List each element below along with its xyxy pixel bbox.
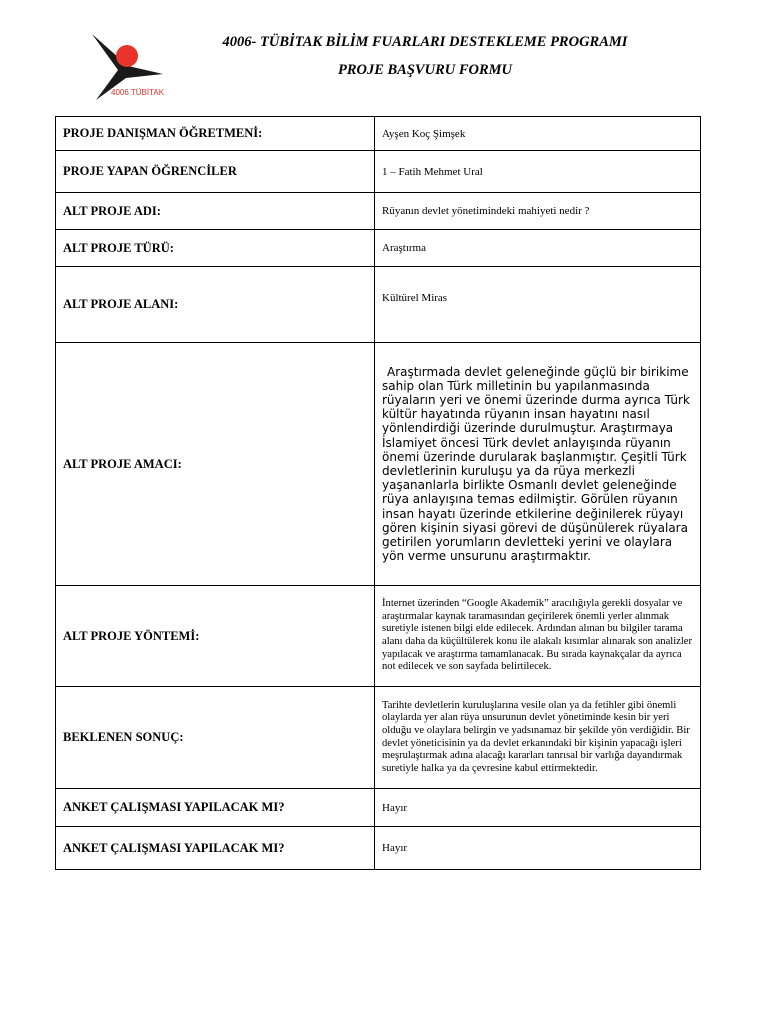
subproject-method-value: İnternet üzerinden “Google Akademik” aracılığıyla gerekli dosyalar ve araştırmalar kaynak taramasından geçirilerek önemli yerler alınmak suretiyle istenen bilgi elde edilecek. Ardından alınan bu bilgiler tarama alanı daha da küçültülerek konu ile alakalı kısımlar alınarak son analizler yapılacak ve araştırma tamamlanacak. Bu sırada kaynakçalar da ayrıca not edilecek ve son sayfada belirtilecek. (375, 586, 701, 687)
survey-value-repeat: Hayır (375, 827, 701, 870)
form-title: PROJE BAŞVURU FORMU (337, 62, 513, 78)
students-label: PROJE YAPAN ÖĞRENCİLER (56, 151, 375, 193)
table-row (56, 193, 701, 230)
table-row (56, 789, 701, 827)
subproject-name-label: ALT PROJE ADI: (56, 193, 375, 230)
application-form-table (55, 116, 701, 870)
advisor-teacher-label: PROJE DANIŞMAN ÖĞRETMENİ: (56, 117, 375, 151)
survey-value: Hayır (375, 789, 701, 827)
table-row (56, 827, 701, 870)
program-title: 4006- TÜBİTAK BİLİM FUARLARI DESTEKLEME PROGRAMI (222, 34, 628, 50)
expected-result-value: Tarihte devletlerin kuruluşlarına vesile olan ya da fetihler gibi önemli olaylarda yer alan rüya unsurunun devlet yönetiminde kesin bir yeri olduğu ve olaylara belirgin ve yadsınamaz bir şekilde yön verdiğidir. Bir devlet yöneticisinin ya da devlet erkanındaki bir kişinin yapacağı işleri meşrulaştırmak adına alacağı kararları tanrısal bir varlığa dayandırmak suretiyle halka ya da çevresine kabul ettirmektedir. (375, 687, 701, 789)
logo-text: 4006 TÜBİTAK (111, 88, 165, 97)
survey-label-repeat: ANKET ÇALIŞMASI YAPILACAK MI? (56, 827, 375, 870)
table-row (56, 151, 701, 193)
subproject-type-value: Araştırma (375, 230, 701, 267)
advisor-teacher-value: Ayşen Koç Şimşek (375, 117, 701, 151)
expected-result-label: BEKLENEN SONUÇ: (56, 687, 375, 789)
table-row (56, 117, 701, 151)
tubitak-logo (86, 32, 170, 104)
subproject-field-label: ALT PROJE ALANI: (56, 267, 375, 343)
subproject-type-label: ALT PROJE TÜRÜ: (56, 230, 375, 267)
students-value: 1 – Fatih Mehmet Ural (375, 151, 701, 193)
subproject-purpose-value: Araştırmada devlet geleneğinde güçlü bir birikime sahip olan Türk milletinin bu yapılanmasında rüyaların yeri ve önemi üzerinde durma ayrıca Türk kültür hayatında rüyanın insan hayatını nasıl yönlendirdiği üzerinde durulmuştur. Araştırmaya İslamiyet öncesi Türk devlet anlayışında rüyanın önemi üzerinde durularak başlanmıştır. Çeşitli Türk devletlerinin kuruluşu ya da rüya merkezli yaşananlarla birlikte Osmanlı devlet geleneğinde rüya anlayışına temas edilmiştir. Görülen rüyanın insan hayatı üzerinde etkilerine değinilerek rüyayı gören kişinin siyasi görevi de düşünülerek rüyalara getirilen yorumların devletteki yerini ve olaylara yön verme unsurunu araştırmaktır. (375, 343, 701, 586)
table-row (56, 343, 701, 586)
table-row (56, 267, 701, 343)
table-row (56, 230, 701, 267)
subproject-purpose-label: ALT PROJE AMACI: (56, 343, 375, 586)
subproject-name-value: Rüyanın devlet yönetimindeki mahiyeti nedir ? (375, 193, 701, 230)
survey-label: ANKET ÇALIŞMASI YAPILACAK MI? (56, 789, 375, 827)
subproject-method-label: ALT PROJE YÖNTEMİ: (56, 586, 375, 687)
table-row (56, 687, 701, 789)
subproject-field-value: Kültürel Miras (375, 267, 701, 343)
table-row (56, 586, 701, 687)
